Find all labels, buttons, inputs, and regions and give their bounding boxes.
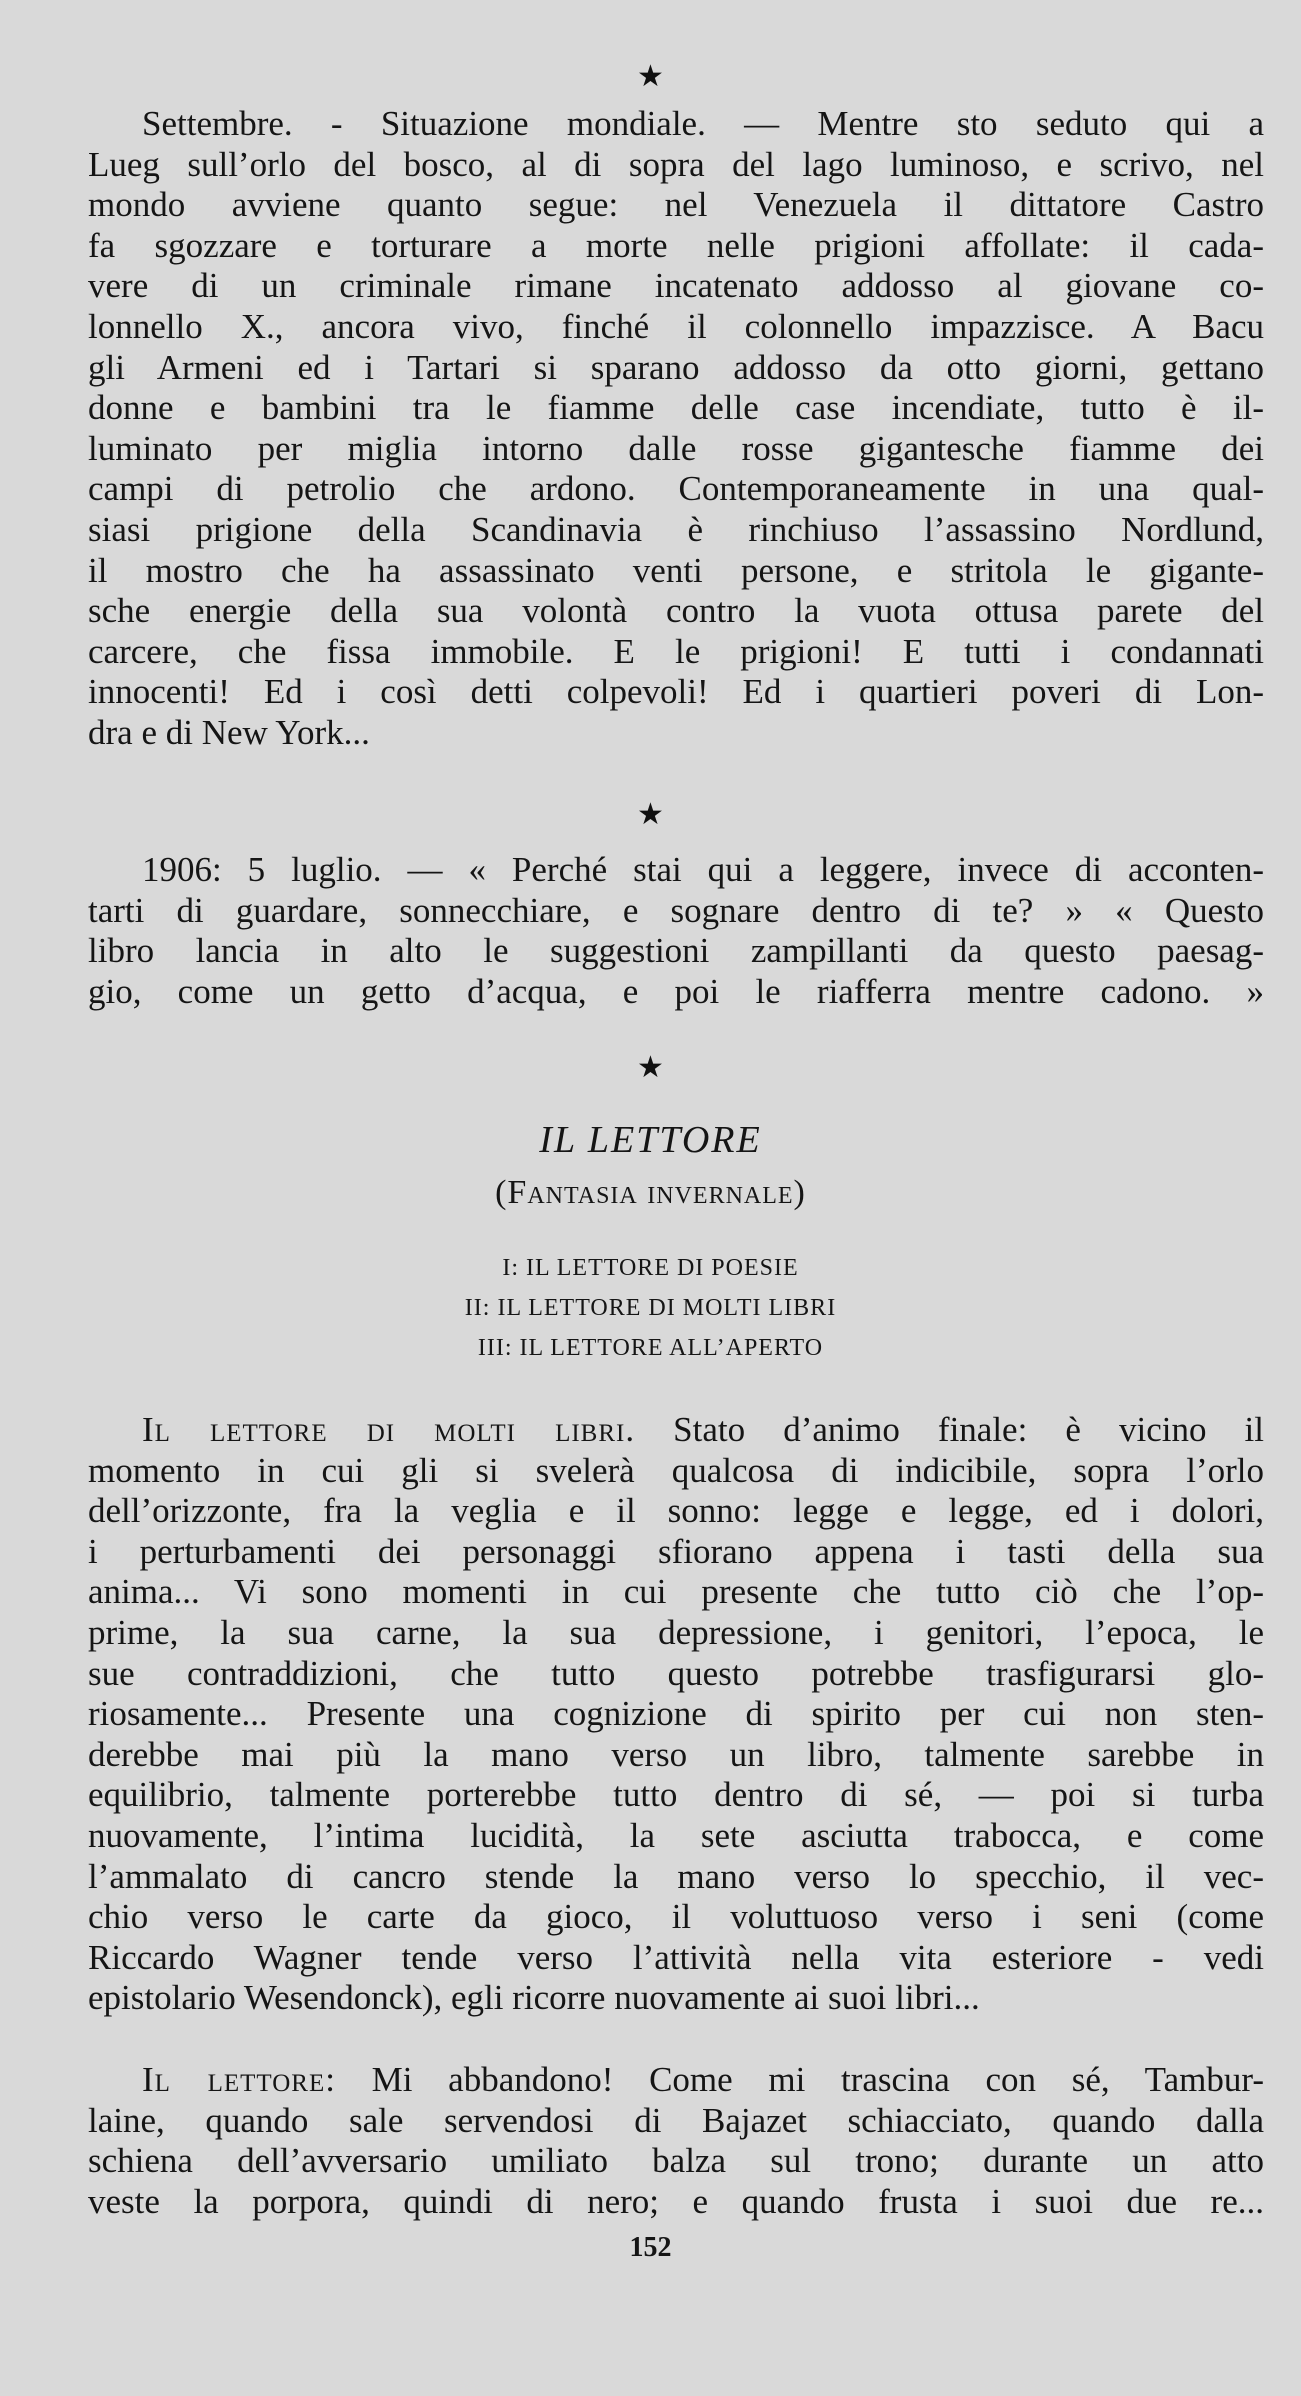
text-line: Settembre. - Situazione mondiale. — Mentre sto seduto qui a [142, 104, 1264, 143]
section-lead: Il lettore di molti libri. [142, 1410, 636, 1449]
text-line: epistolario Wesendonck), egli ricorre nuovamente ai suoi libri... [88, 1978, 980, 2018]
text-line: siasi prigione della Scandinavia è rinchiuso l’assassino Nordlund, [88, 509, 1264, 549]
section-star-3: ★ [637, 1050, 664, 1085]
text-line: gli Armeni ed i Tartari si sparano addosso da otto giorni, gettano [88, 347, 1264, 387]
text-line: anima... Vi sono momenti in cui presente che tutto ciò che l’op- [88, 1572, 1264, 1612]
toc-entry: III: IL LETTORE ALL’APERTO [477, 1335, 824, 1361]
text-line: chio verso le carte da gioco, il voluttuoso verso i seni (come [88, 1897, 1264, 1937]
text-line: donne e bambini tra le fiamme delle case incendiate, tutto è il- [88, 388, 1264, 428]
text-line: dra e di New York... [88, 712, 370, 752]
text-line: gio, come un getto d’acqua, e poi le riafferra mentre cadono. » [88, 971, 1264, 1011]
text-line: fa sgozzare e torturare a morte nelle prigioni affollate: il cada- [88, 225, 1264, 265]
text-line: equilibrio, talmente porterebbe tutto dentro di sé, — poi si turba [88, 1775, 1264, 1815]
section-lead: Il lettore: [142, 2060, 336, 2099]
paragraph-1906 [88, 850, 1264, 1012]
chapter-subtitle: (Fantasia invernale) [495, 1174, 806, 1211]
paragraph-lettore-molti-libri [88, 1410, 1264, 2019]
toc-entry: I: IL LETTORE DI POESIE [502, 1255, 799, 1281]
text-line [88, 1410, 1264, 1451]
toc-entry: II: IL LETTORE DI MOLTI LIBRI [464, 1295, 837, 1321]
text-line: riosamente... Presente una cognizione di spirito per cui non sten- [88, 1694, 1264, 1734]
text-line: Riccardo Wagner tende verso l’attività nella vita esteriore - vedi [88, 1937, 1264, 1977]
text-line: sue contraddizioni, che tutto questo potrebbe trasfigurarsi glo- [88, 1653, 1264, 1693]
text-line: tarti di guardare, sonnecchiare, e sognare dentro di te? » « Questo [88, 890, 1264, 930]
paragraph-il-lettore [88, 2060, 1264, 2222]
section-star-2: ★ [637, 797, 664, 832]
section-star-1: ★ [637, 59, 664, 94]
text-line: libro lancia in alto le suggestioni zampillanti da questo paesag- [88, 931, 1264, 971]
text-fragment: Stato d’animo finale: è vicino il [635, 1410, 1264, 1449]
text-line: 1906: 5 luglio. — « Perché stai qui a leggere, invece di acconten- [142, 850, 1264, 889]
text-line: lonnello X., ancora vivo, finché il colonnello impazzisce. A Bacu [88, 306, 1264, 346]
text-line: campi di petrolio che ardono. Contemporaneamente in una qual- [88, 469, 1264, 509]
text-fragment: Mi abbandono! Come mi trascina con sé, Tambur- [335, 2060, 1264, 2099]
text-line: i perturbamenti dei personaggi sfiorano appena i tasti della sua [88, 1531, 1264, 1571]
text-line: nuovamente, l’intima lucidità, la sete asciutta trabocca, e come [88, 1815, 1264, 1855]
text-line: momento in cui gli si svelerà qualcosa di indicibile, sopra l’orlo [88, 1450, 1264, 1490]
text-line: prime, la sua carne, la sua depressione, i genitori, l’epoca, le [88, 1612, 1264, 1652]
text-line: carcere, che fissa immobile. E le prigioni! E tutti i condannati [88, 631, 1264, 671]
text-line: dell’orizzonte, fra la veglia e il sonno: legge e legge, ed i dolori, [88, 1491, 1264, 1531]
text-line [88, 2060, 1264, 2101]
text-line: mondo avviene quanto segue: nel Venezuela il dittatore Castro [88, 185, 1264, 225]
text-line: vere di un criminale rimane incatenato addosso al giovane co- [88, 266, 1264, 306]
text-line: il mostro che ha assassinato venti persone, e stritola le gigante- [88, 550, 1264, 590]
text-line: derebbe mai più la mano verso un libro, talmente sarebbe in [88, 1734, 1264, 1774]
chapter-title: IL LETTORE [539, 1119, 762, 1161]
text-line: l’ammalato di cancro stende la mano verso lo specchio, il vec- [88, 1856, 1264, 1896]
text-line: veste la porpora, quindi di nero; e quando frusta i suoi due re... [88, 2181, 1264, 2221]
text-line: Lueg sull’orlo del bosco, al di sopra del lago luminoso, e scrivo, nel [88, 144, 1264, 184]
text-line: innocenti! Ed i così detti colpevoli! Ed i quartieri poveri di Lon- [88, 672, 1264, 712]
page-number: 152 [629, 2232, 672, 2263]
text-line: laine, quando sale servendosi di Bajazet schiacciato, quando dalla [88, 2100, 1264, 2140]
paragraph-settembre [88, 104, 1264, 754]
text-line: schiena dell’avversario umiliato balza sul trono; durante un atto [88, 2141, 1264, 2181]
text-line: luminato per miglia intorno dalle rosse gigantesche fiamme dei [88, 428, 1264, 468]
text-line: sche energie della sua volontà contro la vuota ottusa parete del [88, 591, 1264, 631]
